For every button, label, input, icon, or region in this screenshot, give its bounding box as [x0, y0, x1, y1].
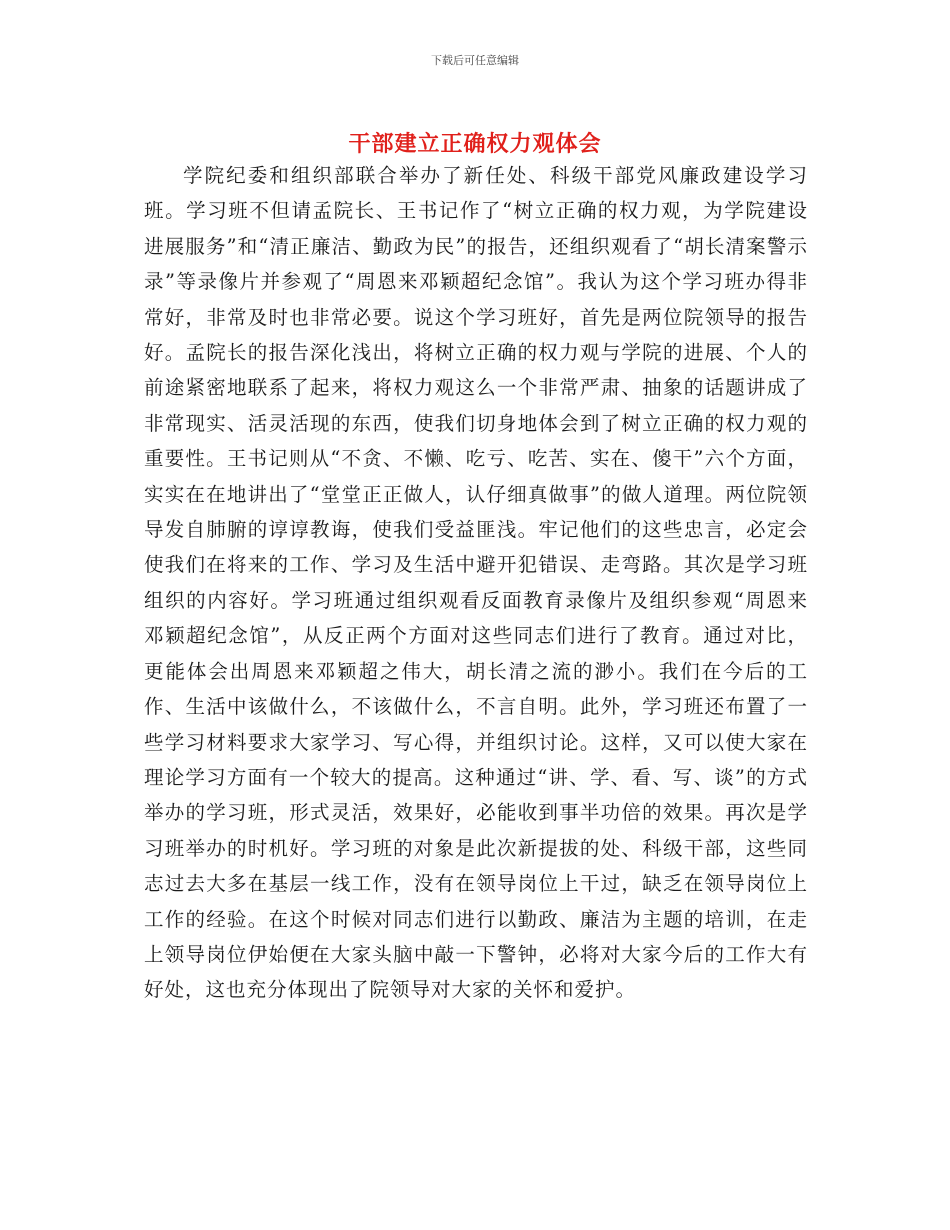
- document-title: 干部建立正确权力观体会: [348, 131, 602, 157]
- header-note: 下载后可任意编辑: [431, 54, 519, 67]
- body-paragraph: 学院纪委和组织部联合举办了新任处、科级干部党风廉政建设学习班。学习班不但请孟院长、王书记作了“树立正确的权力观，为学院建设进展服务”和“清正廉洁、勤政为民”的报告，还组织观看了“胡长清案警示录”等录像片并参观了“周恩来邓颖超纪念馆”。我认为这个学习班办得非常好，非常及时也非常必要。说这个学习班好，首先是两位院领导的报告好。孟院长的报告深化浅出，将树立正确的权力观与学院的进展、个人的前途紧密地联系了起来，将权力观这么一个非常严肃、抽象的话题讲成了非常现实、活灵活现的东西，使我们切身地体会到了树立正确的权力观的重要性。王书记则从“不贪、不懒、吃亏、吃苦、实在、傻干”六个方面，实实在在地讲出了“堂堂正正做人，认仔细真做事”的做人道理。两位院领导发自肺腑的谆谆教诲，使我们受益匪浅。牢记他们的这些忠言，必定会使我们在将来的工作、学习及生活中避开犯错误、走弯路。其次是学习班组织的内容好。学习班通过组织观看反面教育录像片及组织参观“周恩来邓颖超纪念馆”，从反正两个方面对这些同志们进行了教育。通过对比，更能体会出周恩来邓颖超之伟大，胡长清之流的渺小。我们在今后的工作、生活中该做什么，不该做什么，不言自明。此外，学习班还布置了一些学习材料要求大家学习、写心得，并组织讨论。这样，又可以使大家在理论学习方面有一个较大的提高。这种通过“讲、学、看、写、谈”的方式举办的学习班，形式灵活，效果好，必能收到事半功倍的效果。再次是学习班举办的时机好。学习班的对象是此次新提拔的处、科级干部，这些同志过去大多在基层一线工作，没有在领导岗位上干过，缺乏在领导岗位上工作的经验。在这个时候对同志们进行以勤政、廉洁为主题的培训，在走上领导岗位伊始便在大家头脑中敲一下警钟，必将对大家今后的工作大有好处，这也充分体现出了院领导对大家的关怀和爱护。: [144, 164, 808, 1002]
